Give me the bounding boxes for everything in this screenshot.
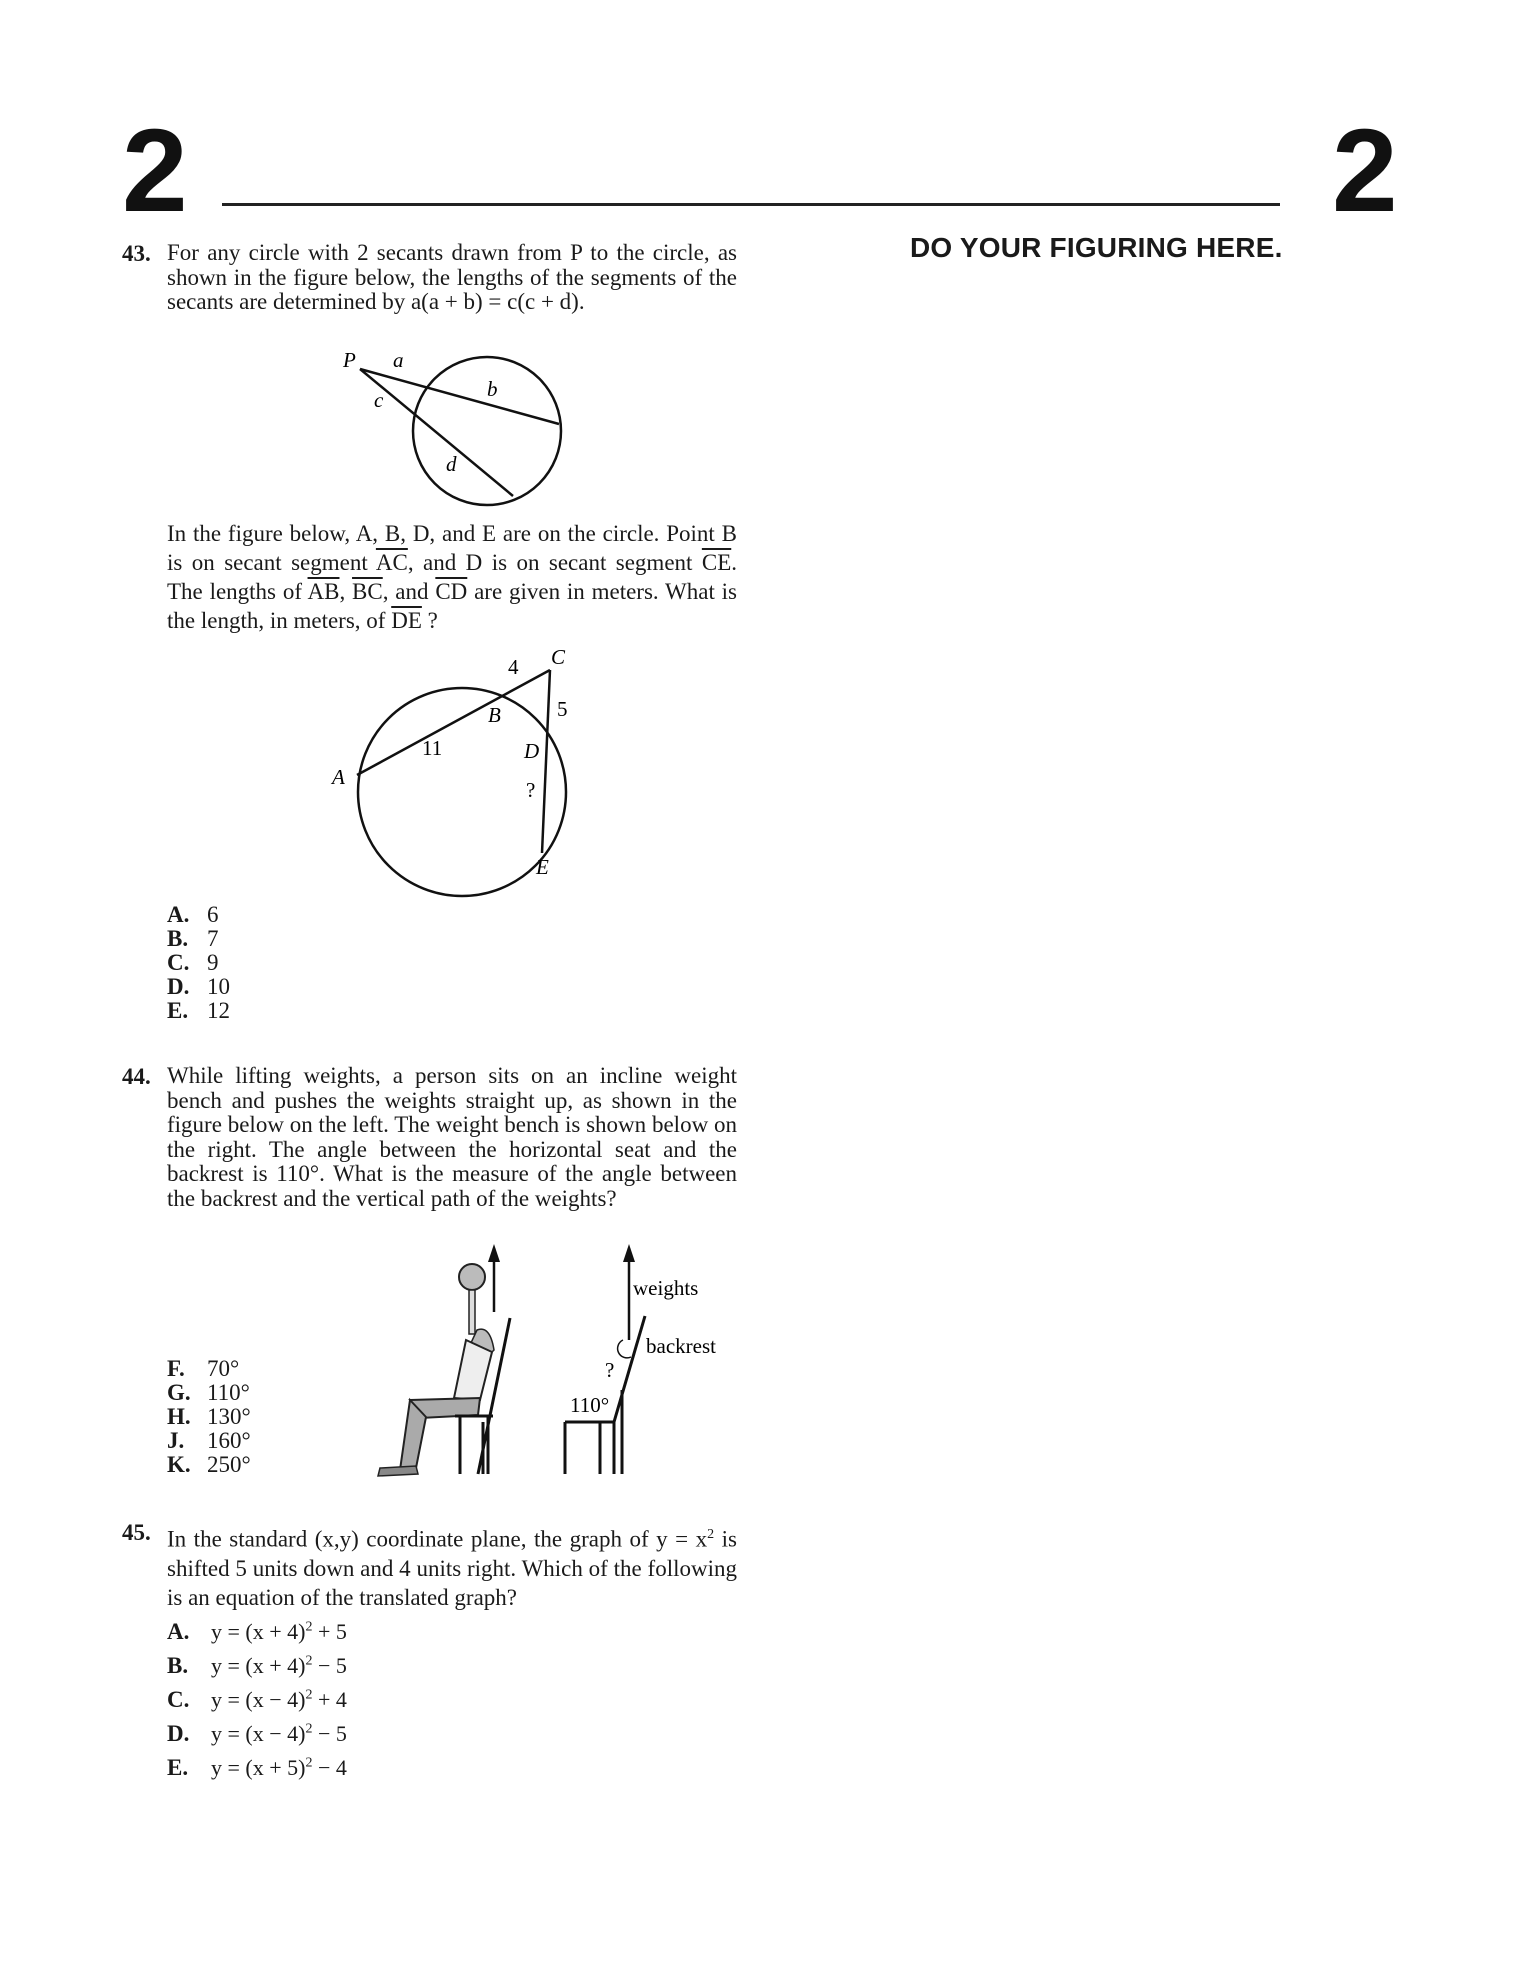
question-text: In the standard (x,y) coordinate plane, the graph of $y = x^2$ is shifted 5 units down and 4 units right. Which of the following is an equation of the translated graph? <box>167 1526 737 1610</box>
bench-diagram <box>565 1244 716 1474</box>
label-AB-length: 11 <box>422 736 443 760</box>
choice-g[interactable]: G. 110° <box>167 1380 250 1405</box>
secants-figure <box>330 350 570 510</box>
label-P: P <box>343 350 356 372</box>
label-weights: weights <box>633 1276 699 1300</box>
segment-AB: $\overline{AB}$ <box>307 579 340 604</box>
question-body: In the figure below, A, B, D, and E are on the circle. Point B is on secant segment $\overline{AC}$, and D is on secant segment $\overline{CE}$. The lengths of $\overline{AB}$, $\overline{BC}$, and $\overline{CD}$ are given in meters. What is the length, in meters, of $\overline{DE}$ ? <box>167 521 738 633</box>
label-C: C <box>551 645 566 669</box>
label-angle-110: 110° <box>570 1393 610 1417</box>
label-unknown-angle: ? <box>605 1358 615 1382</box>
label-DE-length: ? <box>526 778 536 802</box>
label-BC-length: 4 <box>508 655 519 679</box>
question-text: While lifting weights, a person sits on an incline weight bench and pushes the weights straight up, as shown in the figure below on the left. The weight bench is shown below on the right. The angle between the horizontal seat and the backrest is 110°. What is the measure of the angle between the backrest and the vertical path of the weights? <box>167 1063 737 1211</box>
circle-secant-figure <box>325 640 585 905</box>
label-B: B <box>488 703 501 727</box>
choice-e[interactable]: E. $y = (x + 5)^2 - 4$ <box>167 1755 347 1780</box>
label-backrest: backrest <box>646 1334 716 1358</box>
choice-c[interactable]: C. $y = (x - 4)^2 + 4$ <box>167 1687 347 1712</box>
question-number: 44. <box>122 1064 151 1089</box>
question-number: 45. <box>122 1520 151 1545</box>
label-E: E <box>536 855 549 879</box>
choice-d[interactable]: D. $y = (x - 4)^2 - 5$ <box>167 1721 347 1746</box>
segment-CD: $\overline{CD}$ <box>435 579 468 604</box>
section-number-right: 2 <box>1332 105 1398 237</box>
secant-CE <box>542 670 550 853</box>
choice-f[interactable]: F. 70° <box>167 1356 240 1381</box>
question-number: 43. <box>122 241 151 266</box>
segment-DE: $\overline{DE}$ <box>391 608 422 633</box>
choice-k[interactable]: K. 250° <box>167 1452 251 1477</box>
person-figure <box>378 1244 510 1476</box>
choice-a[interactable]: A. $y = (x + 4)^2 + 5$ <box>167 1619 347 1644</box>
label-c: c <box>374 388 384 412</box>
choice-e[interactable]: E. 12 <box>167 998 230 1023</box>
weight-bench-figure <box>370 1240 750 1480</box>
choice-b[interactable]: B. $y = (x + 4)^2 - 5$ <box>167 1653 347 1678</box>
label-A: A <box>332 765 345 789</box>
choice-j[interactable]: J. 160° <box>167 1428 251 1453</box>
segment-AC: $\overline{AC}$ <box>375 550 408 575</box>
secant-upper <box>360 369 559 424</box>
choice-c[interactable]: C. 9 <box>167 950 219 975</box>
header-rule <box>222 203 1280 206</box>
label-d: d <box>446 452 457 476</box>
section-number-left: 2 <box>122 105 188 237</box>
figuring-label: DO YOUR FIGURING HERE. <box>910 232 1283 263</box>
question-intro: For any circle with 2 secants drawn from P to the circle, as shown in the figure below, the lengths of the segments of the secants are determined by a(a + b) = c(c + d). <box>167 240 737 314</box>
label-CD-length: 5 <box>557 697 568 721</box>
choice-b[interactable]: B. 7 <box>167 926 219 951</box>
choice-d[interactable]: D. 10 <box>167 974 230 999</box>
segment-BC: $\overline{BC}$ <box>352 579 383 604</box>
choice-a[interactable]: A. 6 <box>167 902 219 927</box>
label-D: D <box>524 739 540 763</box>
label-a: a <box>393 350 404 372</box>
choice-h[interactable]: H. 130° <box>167 1404 251 1429</box>
segment-CE: $\overline{CE}$ <box>701 550 732 575</box>
label-b: b <box>487 377 498 401</box>
